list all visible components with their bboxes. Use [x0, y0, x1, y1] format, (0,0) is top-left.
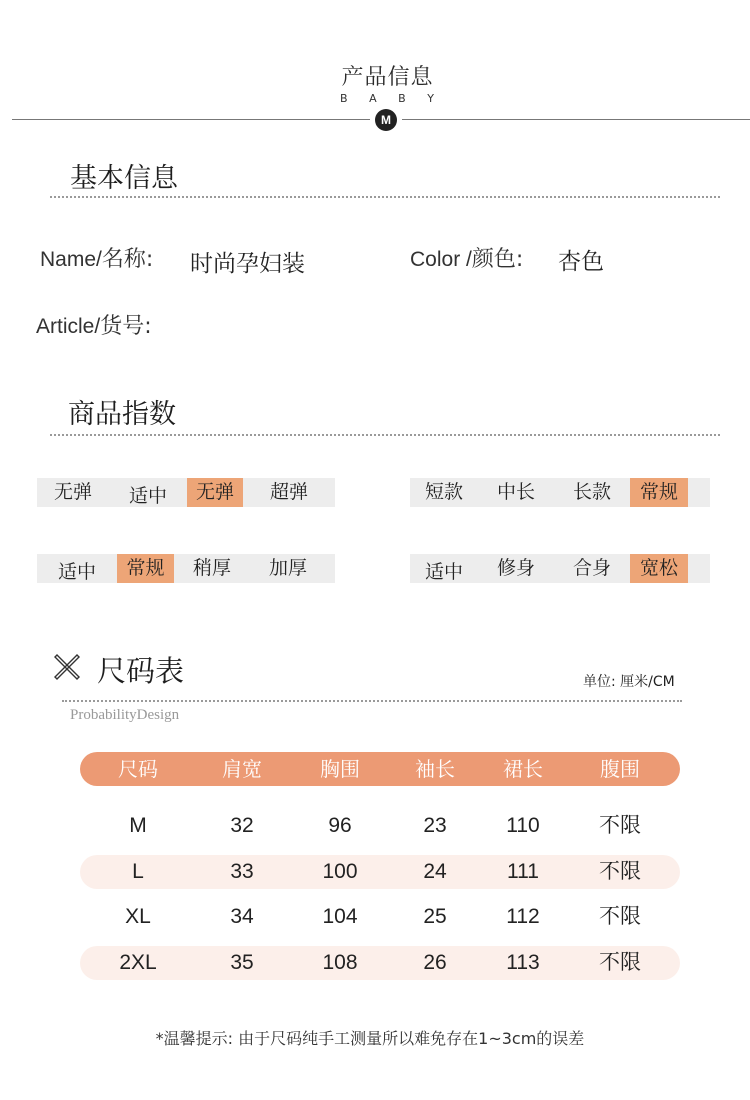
scale-option-selected: 宽松: [630, 554, 688, 583]
name-label-cn: 名称:: [101, 247, 154, 272]
scale-filler: [688, 554, 710, 583]
footnote: *温馨提示: 由于尺码纯手工测量所以难免存在1~3cm的误差: [155, 1029, 585, 1048]
name-label-en: Name/: [40, 248, 102, 271]
table-cell: L: [132, 860, 144, 883]
scale-option-selected: 常规: [117, 554, 174, 583]
brand-text: ProbabilityDesign: [70, 707, 180, 723]
table-cell: 108: [322, 951, 358, 974]
scale-option-selected: 常规: [630, 478, 688, 507]
column-header: 腹围: [600, 757, 640, 781]
scale-option: 短款: [424, 481, 463, 503]
column-header: 尺码: [118, 757, 158, 781]
color-label-cn: 颜色:: [471, 247, 524, 272]
scale-option: 适中: [57, 561, 96, 583]
header-divider-left: [12, 119, 370, 120]
header-divider-right: [402, 119, 750, 120]
color-label-en: Color /: [410, 248, 472, 271]
scale-option: 合身: [572, 557, 611, 579]
table-cell: 110: [506, 814, 540, 837]
table-row: [80, 855, 680, 889]
scale-option: 适中: [128, 485, 167, 507]
length-scale: [410, 478, 710, 507]
product-index-divider: [50, 434, 720, 436]
cross-tools-icon: [52, 652, 82, 682]
table-cell: 33: [230, 860, 254, 883]
subtitle-letter: B: [340, 92, 348, 105]
article-label-cn: 货号:: [100, 314, 152, 339]
table-cell: 不限: [599, 814, 641, 837]
page-title: 产品信息: [341, 65, 434, 90]
m-logo-icon: M: [375, 109, 397, 131]
size-chart-heading: 尺码表: [97, 654, 185, 688]
scale-option: 无弹: [53, 481, 92, 503]
article-label-en: Article/: [36, 315, 101, 338]
scale-option: 适中: [424, 561, 463, 583]
table-cell: 23: [423, 814, 447, 837]
size-table-header: [80, 752, 680, 786]
table-cell: 25: [423, 905, 447, 928]
table-cell: 不限: [599, 860, 641, 883]
table-cell: 96: [328, 814, 352, 837]
subtitle-letter: Y: [427, 92, 434, 105]
table-cell: 不限: [599, 905, 641, 928]
column-header: 裙长: [503, 757, 543, 781]
table-cell: 104: [322, 905, 358, 928]
subtitle-letter: A: [369, 92, 377, 105]
name-value: 时尚孕妇装: [190, 251, 305, 277]
table-cell: 24: [423, 860, 447, 883]
scale-option: 修身: [496, 557, 535, 579]
table-row: [80, 809, 680, 843]
table-cell: 111: [507, 860, 539, 883]
table-cell: 32: [230, 814, 254, 837]
scale-option: 超弹: [269, 481, 308, 503]
column-header: 胸围: [320, 757, 360, 781]
basic-info-divider: [50, 196, 720, 198]
table-cell: 2XL: [119, 951, 157, 974]
table-row: [80, 900, 680, 934]
subtitle-letter: B: [398, 92, 406, 105]
unit-label: 单位: 厘米/CM: [583, 674, 675, 690]
scale-option: 稍厚: [192, 557, 231, 579]
scale-option-selected: 无弹: [187, 478, 243, 507]
color-label: [410, 242, 523, 273]
size-chart-divider: [62, 700, 682, 702]
table-cell: 不限: [599, 951, 641, 974]
table-cell: 113: [506, 951, 540, 974]
scale-option: 加厚: [268, 557, 307, 579]
scale-option: 中长: [496, 481, 535, 503]
product-index-heading: 商品指数: [68, 399, 176, 430]
table-cell: XL: [125, 905, 151, 928]
elasticity-scale: [37, 478, 335, 507]
scale-filler: [688, 478, 710, 507]
column-header: 袖长: [415, 757, 455, 781]
thickness-scale: [37, 554, 335, 583]
basic-info-heading: 基本信息: [70, 163, 178, 194]
table-row: [80, 946, 680, 980]
table-cell: 26: [423, 951, 447, 974]
scale-option: 长款: [572, 481, 611, 503]
table-cell: 35: [230, 951, 254, 974]
baby-subtitle: [340, 92, 434, 105]
fit-scale: [410, 554, 710, 583]
column-header: 肩宽: [222, 757, 262, 781]
color-value: 杏色: [558, 249, 604, 275]
table-cell: M: [129, 814, 147, 837]
article-label: [36, 309, 152, 340]
name-label: [40, 242, 153, 273]
table-cell: 34: [230, 905, 254, 928]
table-cell: 112: [506, 905, 540, 928]
table-cell: 100: [322, 860, 358, 883]
